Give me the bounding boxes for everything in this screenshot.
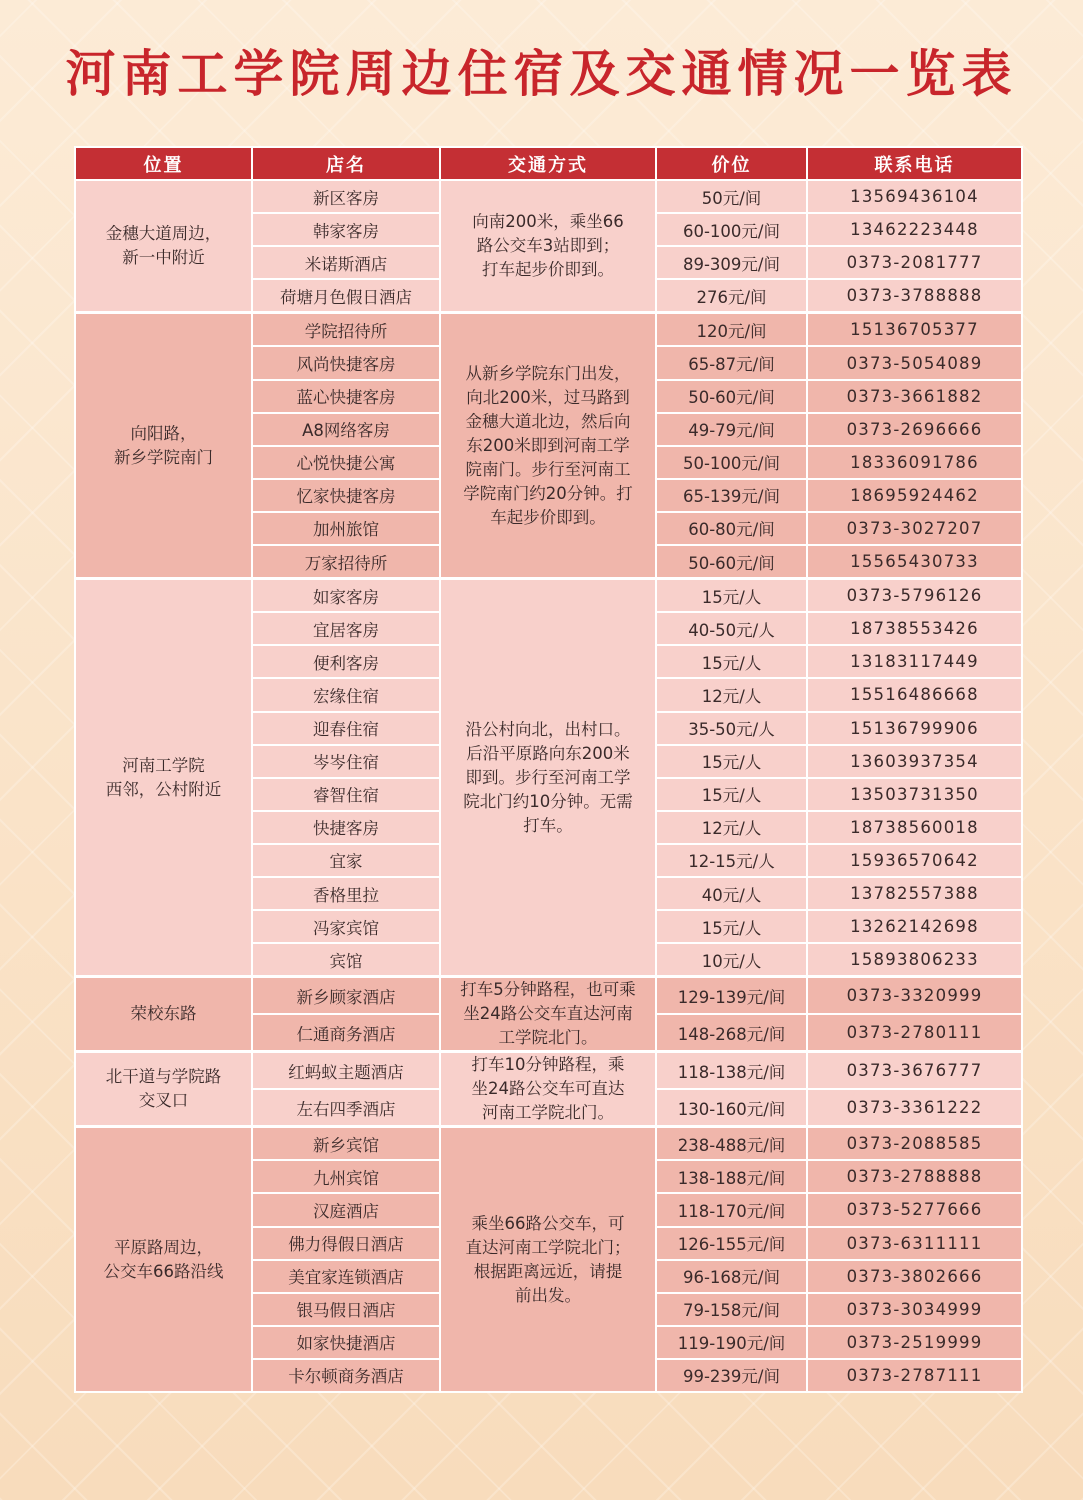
- phone-cell: 13183117449: [807, 645, 1022, 678]
- transport-line: 即到。步行至河南工学: [465, 767, 631, 787]
- hotel-name-cell: 新乡宾馆: [252, 1127, 440, 1161]
- location-line: 向阳路，: [130, 423, 197, 443]
- phone-cell: 0373-5796126: [807, 579, 1022, 613]
- transport-line: 根据距离远近，请提: [473, 1261, 623, 1281]
- table-row: [75, 1127, 1022, 1161]
- price-cell: 60-100元/间: [656, 213, 807, 246]
- price-cell: 96-168元/间: [656, 1260, 807, 1293]
- price-cell: 40元/人: [656, 877, 807, 910]
- price-cell: 12元/人: [656, 811, 807, 844]
- phone-cell: 15936570642: [807, 844, 1022, 877]
- hotel-name-cell: 宜家: [252, 844, 440, 877]
- location-cell: [75, 977, 252, 1052]
- price-cell: 12元/人: [656, 678, 807, 711]
- hotel-name-cell: 睿智住宿: [252, 778, 440, 811]
- phone-cell: 18695924462: [807, 479, 1022, 512]
- hotel-name-cell: 风尚快捷客房: [252, 346, 440, 379]
- price-cell: 60-80元/间: [656, 512, 807, 545]
- transport-line: 向北200米，过马路到: [466, 387, 630, 407]
- location-line: 北干道与学院路: [105, 1067, 222, 1087]
- phone-cell: 13603937354: [807, 745, 1022, 778]
- phone-cell: 0373-5054089: [807, 346, 1022, 379]
- phone-cell: 0373-3361222: [807, 1089, 1022, 1127]
- hotel-name-cell: 汉庭酒店: [252, 1193, 440, 1226]
- phone-cell: 15893806233: [807, 943, 1022, 977]
- phone-cell: 0373-2088585: [807, 1127, 1022, 1161]
- phone-cell: 0373-3788888: [807, 279, 1022, 313]
- transport-line: 打车起步价即到。: [482, 260, 614, 280]
- header-price: 价位: [656, 147, 807, 180]
- transport-line: 从新乡学院东门出发，: [465, 363, 631, 383]
- price-cell: 50-100元/间: [656, 446, 807, 479]
- transport-cell: [440, 579, 656, 977]
- table-body: [75, 180, 1022, 1392]
- transport-cell: [440, 180, 656, 313]
- phone-cell: 13782557388: [807, 877, 1022, 910]
- hotel-name-cell: 快捷客房: [252, 811, 440, 844]
- phone-cell: 0373-3676777: [807, 1052, 1022, 1090]
- phone-cell: 0373-2081777: [807, 246, 1022, 279]
- hotel-name-cell: 香格里拉: [252, 877, 440, 910]
- phone-cell: 13569436104: [807, 180, 1022, 213]
- price-cell: 99-239元/间: [656, 1359, 807, 1392]
- price-cell: 15元/人: [656, 778, 807, 811]
- price-cell: 130-160元/间: [656, 1089, 807, 1127]
- transport-line: 打车。: [523, 815, 573, 835]
- transport-line: 院南门。步行至河南工: [465, 459, 631, 479]
- table-row: [75, 180, 1022, 213]
- location-line: 平原路周边，: [114, 1237, 213, 1257]
- location-line: 西邻，公村附近: [105, 779, 222, 799]
- phone-cell: 0373-5277666: [807, 1193, 1022, 1226]
- hotel-name-cell: 仁通商务酒店: [252, 1014, 440, 1052]
- transport-line: 路公交车3站即到；: [476, 236, 620, 256]
- price-cell: 15元/人: [656, 645, 807, 678]
- hotel-name-cell: 佛力得假日酒店: [252, 1227, 440, 1260]
- transport-line: 院北门约10分钟。无需: [463, 791, 633, 811]
- price-cell: 50元/间: [656, 180, 807, 213]
- price-cell: 35-50元/人: [656, 712, 807, 745]
- phone-cell: 13262142698: [807, 910, 1022, 943]
- hotel-name-cell: 米诺斯酒店: [252, 246, 440, 279]
- hotel-name-cell: 美宜家连锁酒店: [252, 1260, 440, 1293]
- price-cell: 276元/间: [656, 279, 807, 313]
- table-row: [75, 1052, 1022, 1090]
- hotel-name-cell: 如家客房: [252, 579, 440, 613]
- phone-cell: 0373-3034999: [807, 1293, 1022, 1326]
- phone-cell: 15516486668: [807, 678, 1022, 711]
- table-row: [75, 977, 1022, 1015]
- lodging-table: [74, 146, 1023, 1393]
- phone-cell: 0373-2788888: [807, 1160, 1022, 1193]
- hotel-name-cell: 加州旅馆: [252, 512, 440, 545]
- hotel-name-cell: 忆家快捷客房: [252, 479, 440, 512]
- hotel-name-cell: 新区客房: [252, 180, 440, 213]
- hotel-name-cell: 卡尔顿商务酒店: [252, 1359, 440, 1392]
- hotel-name-cell: 冯家宾馆: [252, 910, 440, 943]
- hotel-name-cell: 蓝心快捷客房: [252, 380, 440, 413]
- price-cell: 118-170元/间: [656, 1193, 807, 1226]
- transport-cell: [440, 977, 656, 1052]
- transport-line: 河南工学院北门。: [482, 1103, 614, 1123]
- phone-cell: 15565430733: [807, 545, 1022, 579]
- header-transport: 交通方式: [440, 147, 656, 180]
- hotel-name-cell: 左右四季酒店: [252, 1089, 440, 1127]
- price-cell: 12-15元/人: [656, 844, 807, 877]
- price-cell: 15元/人: [656, 579, 807, 613]
- price-cell: 119-190元/间: [656, 1326, 807, 1359]
- phone-cell: 0373-6311111: [807, 1227, 1022, 1260]
- price-cell: 138-188元/间: [656, 1160, 807, 1193]
- hotel-name-cell: 学院招待所: [252, 313, 440, 347]
- hotel-name-cell: 心悦快捷公寓: [252, 446, 440, 479]
- hotel-name-cell: 荷塘月色假日酒店: [252, 279, 440, 313]
- location-line: 公交车66路沿线: [103, 1261, 224, 1281]
- transport-line: 向南200米，乘坐66: [472, 212, 624, 232]
- location-cell: [75, 180, 252, 313]
- phone-cell: 15136705377: [807, 313, 1022, 347]
- phone-cell: 13462223448: [807, 213, 1022, 246]
- hotel-name-cell: 宾馆: [252, 943, 440, 977]
- transport-cell: [440, 1052, 656, 1127]
- hotel-name-cell: 银马假日酒店: [252, 1293, 440, 1326]
- hotel-name-cell: 韩家客房: [252, 213, 440, 246]
- phone-cell: 13503731350: [807, 778, 1022, 811]
- transport-line: 乘坐66路公交车，可: [471, 1213, 625, 1233]
- transport-line: 坐24路公交车可直达: [471, 1079, 625, 1099]
- location-cell: [75, 579, 252, 977]
- transport-line: 后沿平原路向东200米: [466, 743, 630, 763]
- price-cell: 79-158元/间: [656, 1293, 807, 1326]
- price-cell: 49-79元/间: [656, 413, 807, 446]
- transport-line: 学院南门约20分钟。打: [463, 483, 633, 503]
- location-cell: [75, 1052, 252, 1127]
- hotel-name-cell: 便利客房: [252, 645, 440, 678]
- location-line: 金穗大道周边，: [105, 224, 222, 244]
- table-row: [75, 579, 1022, 613]
- transport-cell: [440, 1127, 656, 1392]
- table-row: [75, 313, 1022, 347]
- header-name: 店名: [252, 147, 440, 180]
- price-cell: 40-50元/人: [656, 612, 807, 645]
- transport-line: 东200米即到河南工学: [466, 435, 630, 455]
- hotel-name-cell: 宜居客房: [252, 612, 440, 645]
- page-title: 河南工学院周边住宿及交通情况一览表: [65, 45, 1018, 103]
- transport-line: 打车10分钟路程，乘: [471, 1055, 625, 1075]
- hotel-name-cell: 岑岑住宿: [252, 745, 440, 778]
- phone-cell: 18336091786: [807, 446, 1022, 479]
- hotel-name-cell: 九州宾馆: [252, 1160, 440, 1193]
- location-line: 荣校东路: [130, 1004, 197, 1024]
- price-cell: 65-87元/间: [656, 346, 807, 379]
- hotel-name-cell: 宏缘住宿: [252, 678, 440, 711]
- transport-line: 直达河南工学院北门；: [465, 1237, 631, 1257]
- transport-line: 打车5分钟路程，也可乘: [460, 980, 636, 1000]
- hotel-name-cell: 红蚂蚁主题酒店: [252, 1052, 440, 1090]
- table-header-row: [75, 147, 1022, 180]
- phone-cell: 15136799906: [807, 712, 1022, 745]
- price-cell: 120元/间: [656, 313, 807, 347]
- location-cell: [75, 313, 252, 579]
- phone-cell: 0373-3802666: [807, 1260, 1022, 1293]
- price-cell: 148-268元/间: [656, 1014, 807, 1052]
- transport-line: 坐24路公交车直达河南: [463, 1004, 633, 1024]
- phone-cell: 0373-2519999: [807, 1326, 1022, 1359]
- transport-line: 沿公村向北，出村口。: [465, 719, 631, 739]
- price-cell: 118-138元/间: [656, 1052, 807, 1090]
- hotel-name-cell: 万家招待所: [252, 545, 440, 579]
- price-cell: 126-155元/间: [656, 1227, 807, 1260]
- price-cell: 238-488元/间: [656, 1127, 807, 1161]
- location-line: 河南工学院: [122, 755, 205, 775]
- price-cell: 15元/人: [656, 745, 807, 778]
- location-cell: [75, 1127, 252, 1392]
- phone-cell: 0373-3320999: [807, 977, 1022, 1015]
- price-cell: 15元/人: [656, 910, 807, 943]
- phone-cell: 0373-2696666: [807, 413, 1022, 446]
- hotel-name-cell: 新乡顾家酒店: [252, 977, 440, 1015]
- price-cell: 89-309元/间: [656, 246, 807, 279]
- phone-cell: 0373-3661882: [807, 380, 1022, 413]
- phone-cell: 18738560018: [807, 811, 1022, 844]
- transport-line: 工学院北门。: [498, 1028, 598, 1048]
- price-cell: 65-139元/间: [656, 479, 807, 512]
- phone-cell: 18738553426: [807, 612, 1022, 645]
- location-line: 新乡学院南门: [114, 447, 213, 467]
- price-cell: 10元/人: [656, 943, 807, 977]
- phone-cell: 0373-2787111: [807, 1359, 1022, 1392]
- transport-line: 前出发。: [515, 1285, 581, 1305]
- price-cell: 50-60元/间: [656, 380, 807, 413]
- phone-cell: 0373-3027207: [807, 512, 1022, 545]
- hotel-name-cell: 如家快捷酒店: [252, 1326, 440, 1359]
- phone-cell: 0373-2780111: [807, 1014, 1022, 1052]
- transport-line: 车起步价即到。: [490, 507, 606, 527]
- transport-cell: [440, 313, 656, 579]
- location-line: 新一中附近: [122, 248, 205, 268]
- location-line: 交叉口: [138, 1091, 189, 1111]
- hotel-name-cell: 迎春住宿: [252, 712, 440, 745]
- header-location: 位置: [75, 147, 252, 180]
- hotel-name-cell: A8网络客房: [252, 413, 440, 446]
- price-cell: 129-139元/间: [656, 977, 807, 1015]
- price-cell: 50-60元/间: [656, 545, 807, 579]
- transport-line: 金穗大道北边，然后向: [465, 411, 631, 431]
- header-phone: 联系电话: [807, 147, 1022, 180]
